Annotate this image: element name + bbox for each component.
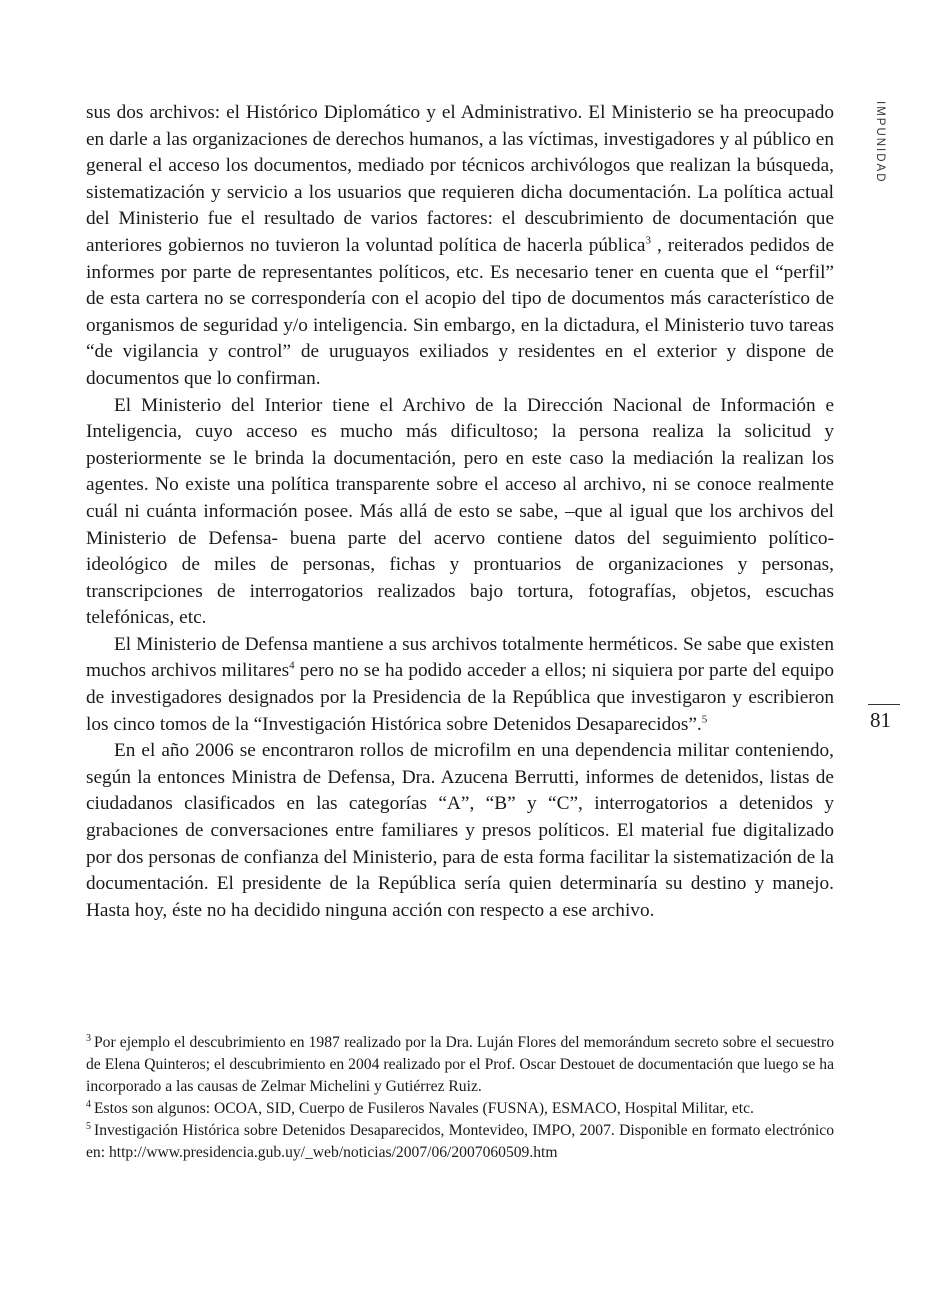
footnote-text: Estos son algunos: OCOA, SID, Cuerpo de Fusileros Navales (FUSNA), ESMACO, Hospital Militar, etc. — [94, 1100, 754, 1117]
paragraph-text: El Ministerio del Interior tiene el Archivo de la Dirección Nacional de Información e Inteligencia, cuyo acceso es mucho más dificultoso; la persona realiza la solicitud y posteriormente se le brinda la documentación, pero en este caso la mediación la realizan los agentes. No existe una política transparente sobre el acceso al archivo, ni se conoce realmente cuál ni cuánta información posee. Más allá de esto se sabe, –que al igual que los archivos del Ministerio de Defensa- buena parte del acervo contiene datos del seguimiento político-ideológico de miles de personas, fichas y prontuarios de organizaciones y personas, transcripciones de interrogatorios realizados bajo tortura, fotografías, objetos, escuchas telefónicas, etc. — [86, 394, 834, 629]
footnote — [86, 1098, 834, 1120]
footnote-marker: 5 — [86, 1120, 91, 1132]
footnote — [86, 1032, 834, 1098]
paragraph-text: , reiterados pedidos de informes por parte de representantes políticos, etc. Es necesario tener en cuenta que el “perfil” de esta cartera no se correspondería con el acopio del tipo de documentos más característico de organismos de seguridad y/o inteligencia. Sin embargo, en la dictadura, el Ministerio tuvo tareas “de vigilancia y control” de uruguayos exiliados y residentes en el exterior y dispone de documentos que lo confirman. — [86, 234, 835, 389]
body-text — [86, 100, 834, 924]
footnote-text: Investigación Histórica sobre Detenidos Desaparecidos, Montevideo, IMPO, 2007. Disponible en formato electrónico en: http://www.presidencia.gub.uy/_web/noticias/2007/06/2007060509.htm — [86, 1122, 834, 1161]
footnote-ref[interactable]: 3 — [645, 234, 651, 247]
footnote-ref[interactable]: 5 — [701, 713, 708, 726]
paragraph — [86, 632, 834, 738]
page-number: 81 — [870, 708, 891, 732]
footnote-marker: 4 — [86, 1098, 91, 1110]
paragraph-text: El Ministerio de Defensa mantiene a sus archivos totalmente herméticos. Se sabe que existen muchos archivos militares — [86, 633, 834, 682]
paragraph — [86, 100, 834, 393]
paragraph-text: En el año 2006 se encontraron rollos de microfilm en una dependencia militar conteniendo, según la entonces Ministra de Defensa, Dra. Azucena Berrutti, informes de detenidos, listas de ciudadanos clasificados en las categorías “A”, “B” y “C”, interrogatorios a detenidos y grabaciones de conversaciones entre familiares y presos políticos. El material fue digitalizado por dos personas de confianza del Ministerio, para de esta forma facilitar la sistematización de la documentación. El presidente de la República sería quien determinaría su destino y manejo. Hasta hoy, éste no ha decidido ninguna acción con respecto a ese archivo. — [86, 740, 834, 921]
page-body — [86, 100, 834, 924]
running-head: IMPUNIDAD — [874, 101, 886, 184]
paragraph-text: pero no se ha podido acceder a ellos; ni siquiera por parte del equipo de investigadores designados por la Presidencia de la República que investigaron y escribieron los cinco tomos de la “Investigación Histórica sobre Detenidos Desaparecidos”. — [86, 660, 834, 735]
folio-rule — [868, 704, 900, 705]
footnote-text: Por ejemplo el descubrimiento en 1987 realizado por la Dra. Luján Flores del memorándum secreto sobre el secuestro de Elena Quinteros; el descubrimiento en 2004 realizado por el Prof. Oscar Destouet de documentación que luego se ha incorporado a las causas de Zelmar Michelini y Gutiérrez Ruiz. — [86, 1034, 834, 1095]
footnotes — [86, 1032, 834, 1164]
paragraph — [86, 393, 834, 632]
footnote-ref[interactable]: 4 — [289, 660, 295, 673]
paragraph-text: sus dos archivos: el Histórico Diplomático y el Administrativo. El Ministerio se ha preocupado en darle a las organizaciones de derechos humanos, a las víctimas, investigadores y al público en general el acceso los documentos, mediado por técnicos archivólogos que realizan la búsqueda, sistematización y servicio a los usuarios que requieren dicha documentación. La política actual del Ministerio fue el resultado de varios factores: el descubrimiento de documentación que anteriores gobiernos no tuvieron la voluntad política de hacerla pública — [86, 102, 834, 256]
footnote-marker: 3 — [86, 1032, 91, 1044]
footnote — [86, 1120, 834, 1164]
paragraph — [86, 738, 834, 924]
